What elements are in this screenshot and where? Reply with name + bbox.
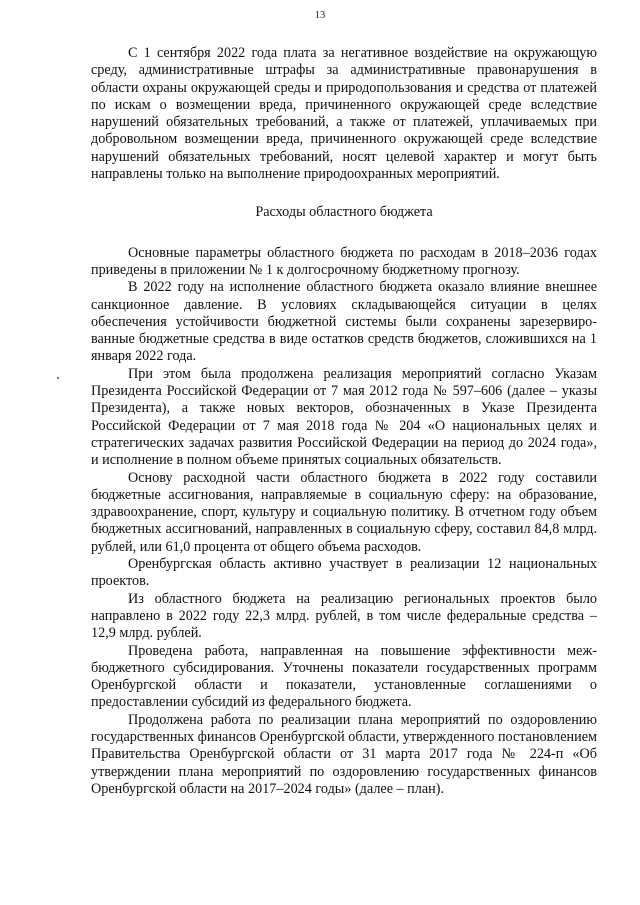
page-number: 13 bbox=[314, 10, 326, 21]
paragraph-budget-parameters: Основные параметры областного бюджета по расходам в 2018–2036 годах приведены в приложении № 1 к долгосрочному бюджетному прогнозу. bbox=[91, 244, 597, 278]
paragraph-social-sphere: Основу расходной части областного бюджета в 2022 году составили бюджетные ассигнования, направляемые в социальную сферу: на образование, здравоохранение, спорт, культуру и социальную политику. В отчетном году объем бюджетных ассигнований, направленных в социальную сферу, составил 84,8 млрд. рублей, или 61,0 процента от общего объема расходов. bbox=[91, 469, 597, 555]
document-body bbox=[91, 45, 597, 798]
paragraph-presidential-decrees: При этом была продолжена реализация мероприятий согласно Указам Президента Российской Федерации от 7 мая 2012 года № 597–606 (далее – указы Президента), а также новых векторов, обозначенных в Указе Президента Российской Федерации от 7 мая 2018 года № 204 «О национальных целях и стратегических задачах развития Российской Федерации на период до 2024 года», и исполнение в полном объеме принятых социальных обязательств. bbox=[91, 365, 597, 469]
paragraph-national-projects: Оренбургская область активно участвует в реализации 12 национальных проектов. bbox=[91, 556, 597, 590]
paragraph-interbudget-subsidies: Проведена работа, направленная на повышение эффективности межбюджетного субсидирования. Уточнены показатели государственных программ Оренбургской области и показатели, установленные соглашениями о предоставлении субсидий из федерального бюджета. bbox=[91, 642, 597, 711]
section-title: Расходы областного бюджета bbox=[255, 204, 433, 221]
margin-mark bbox=[57, 377, 59, 379]
paragraph-sanctions-pressure: В 2022 году на исполнение областного бюджета оказало влияние внешнее санкционное давление. В условиях складывающейся ситуации в целях обеспечения устойчивости бюджетной системы были сохранены зарезервированные бюджетные средства в виде остатков средств бюджетов, сложившихся на 1 января 2022 года. bbox=[91, 279, 597, 365]
paragraph-environmental-payments: С 1 сентября 2022 года плата за негативное воздействие на окружающую среду, административные штрафы за административные правонарушения в области охраны окружающей среды и природопользования и средства от платежей по искам о возмещении вреда, причиненного окружающей среде вследствие нарушений обязательных требований, а также от платежей, уплачиваемых при добровольном возмещении вреда, причиненного окружающей среде вследствие нарушений обязательных требований, носят целевой характер и могут быть направлены только на выполнение природоохранных мероприятий. bbox=[91, 45, 597, 183]
paragraph-regional-projects: Из областного бюджета на реализацию региональных проектов было направлено в 2022 году 22,3 млрд. рублей, в том числе федеральные средства – 12,9 млрд. рублей. bbox=[91, 590, 597, 642]
paragraph-finance-recovery-plan: Продолжена работа по реализации плана мероприятий по оздоровлению государственных финансов Оренбургской области, утвержденного постановлением Правительства Оренбургской области от 31 марта 2017 года № 224-п «Об утверждении плана мероприятий по оздоровлению государственных финансов Оренбургской области на 2017–2024 годы» (далее – план). bbox=[91, 711, 597, 797]
